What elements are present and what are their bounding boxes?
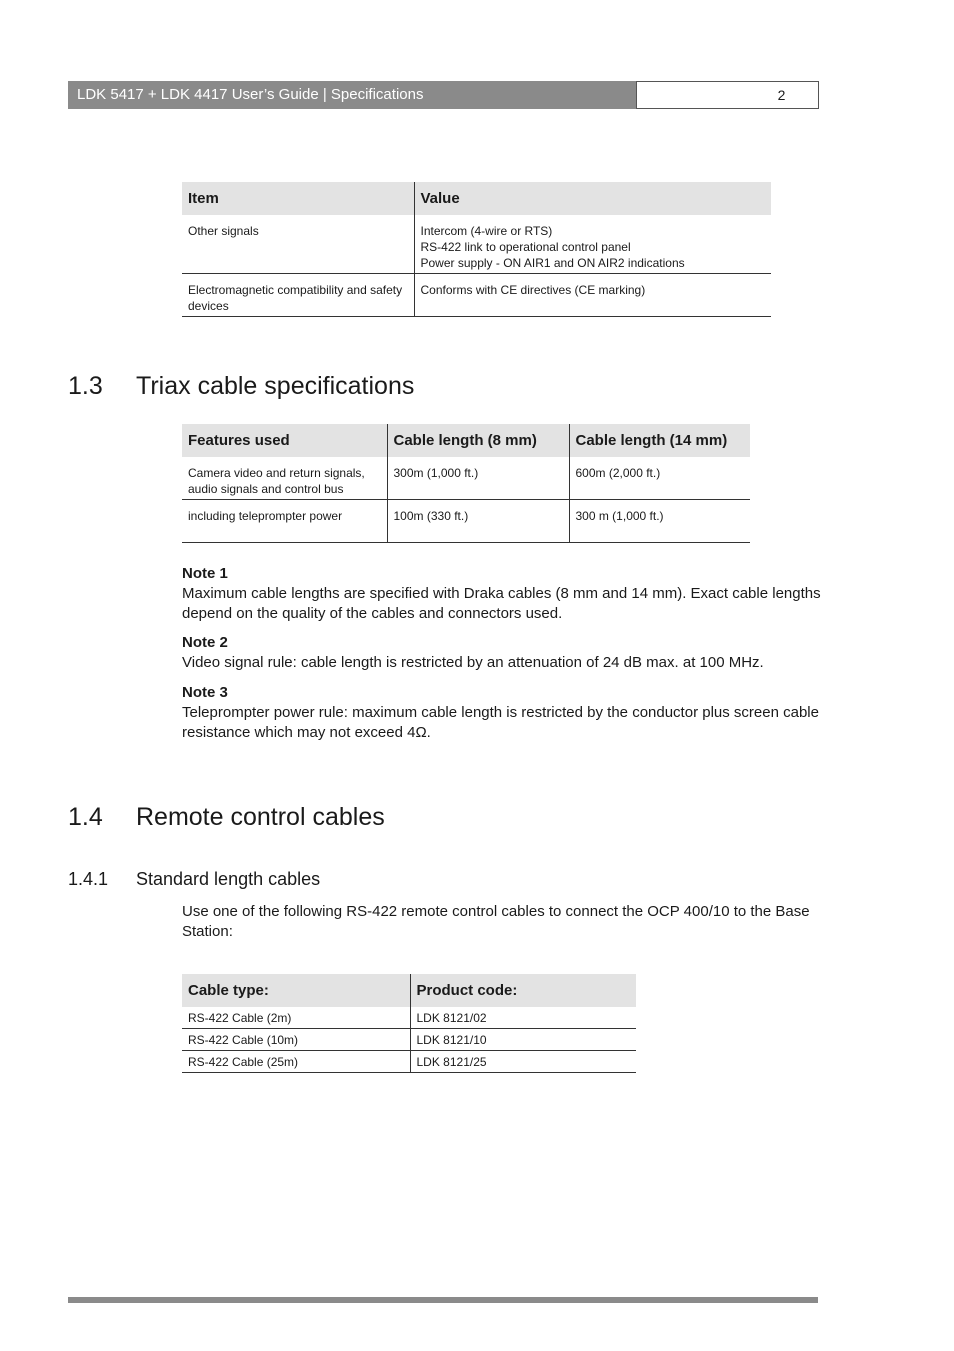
cell-line: Conforms with CE directives (CE marking) — [420, 283, 646, 297]
table-cell: 300m (1,000 ft.) — [387, 457, 569, 500]
table-row — [182, 1029, 636, 1051]
intro-paragraph: Use one of the following RS-422 remote control cables to connect the OCP 400/10 to the Base Station: — [182, 903, 810, 940]
section-number: 1.3 — [68, 372, 103, 400]
note-text: Teleprompter power rule: maximum cable length is restricted by the conductor plus screen cable resistance which may not exceed 4Ω. — [182, 704, 819, 741]
subsection-heading-1-4-1 — [68, 869, 320, 890]
section-number: 1.4 — [68, 803, 103, 831]
table-cell: RS-422 Cable (2m) — [182, 1007, 410, 1029]
table-header-value: Value — [414, 182, 771, 215]
table-cell: Other signals — [182, 215, 414, 274]
table-cell: including teleprompter power — [182, 500, 387, 543]
note-title: Note 3 — [182, 684, 228, 701]
cell-line: RS-422 link to operational control panel — [420, 240, 631, 254]
table-cell: 100m (330 ft.) — [387, 500, 569, 543]
cell-line: Power supply - ON AIR1 and ON AIR2 indications — [420, 256, 685, 270]
note-1 — [182, 564, 822, 624]
cell-line: Intercom (4-wire or RTS) — [420, 224, 553, 238]
section-heading-1-4 — [68, 803, 385, 832]
table-cell: RS-422 Cable (10m) — [182, 1029, 410, 1051]
general-spec-table — [182, 182, 771, 317]
note-3 — [182, 683, 822, 743]
table-row — [182, 500, 750, 543]
subsection-title: Standard length cables — [136, 869, 321, 889]
table-header-product-code: Product code: — [410, 974, 636, 1007]
section-title: Triax cable specifications — [136, 372, 415, 400]
table-row — [182, 1051, 636, 1073]
table-row — [182, 1007, 636, 1029]
table-cell — [414, 215, 771, 274]
note-title: Note 1 — [182, 565, 228, 582]
table-cell: LDK 8121/02 — [410, 1007, 636, 1029]
table-cell: RS-422 Cable (25m) — [182, 1051, 410, 1073]
table-cell: Electromagnetic compatibility and safety devices — [182, 274, 414, 317]
remote-cable-table — [182, 974, 636, 1073]
table-cell: Camera video and return signals, audio signals and control bus — [182, 457, 387, 500]
table-header-features: Features used — [182, 424, 387, 457]
table-row — [182, 215, 771, 274]
table-header-8mm: Cable length (8 mm) — [387, 424, 569, 457]
table-header-item: Item — [182, 182, 414, 215]
note-text: Maximum cable lengths are specified with Draka cables (8 mm and 14 mm). Exact cable lengths depend on the quality of the cables and connectors used. — [182, 585, 821, 622]
table-row — [182, 274, 771, 317]
table-cell: 600m (2,000 ft.) — [569, 457, 750, 500]
running-header: LDK 5417 + LDK 4417 User’s Guide | Specifications — [68, 81, 636, 109]
triax-cable-table — [182, 424, 750, 543]
table-header-14mm: Cable length (14 mm) — [569, 424, 750, 457]
table-row — [182, 457, 750, 500]
section-title: Remote control cables — [136, 803, 385, 831]
note-title: Note 2 — [182, 634, 228, 651]
section-heading-1-3 — [68, 372, 414, 401]
table-cell: LDK 8121/25 — [410, 1051, 636, 1073]
footer-rule — [68, 1297, 818, 1303]
subsection-number: 1.4.1 — [68, 869, 109, 889]
table-cell — [414, 274, 771, 317]
table-header-cable-type: Cable type: — [182, 974, 410, 1007]
table-cell: LDK 8121/10 — [410, 1029, 636, 1051]
note-2 — [182, 633, 822, 673]
note-text: Video signal rule: cable length is restricted by an attenuation of 24 dB max. at 100 MHz. — [182, 654, 764, 671]
table-cell: 300 m (1,000 ft.) — [569, 500, 750, 543]
page-number: 2 — [636, 81, 819, 109]
